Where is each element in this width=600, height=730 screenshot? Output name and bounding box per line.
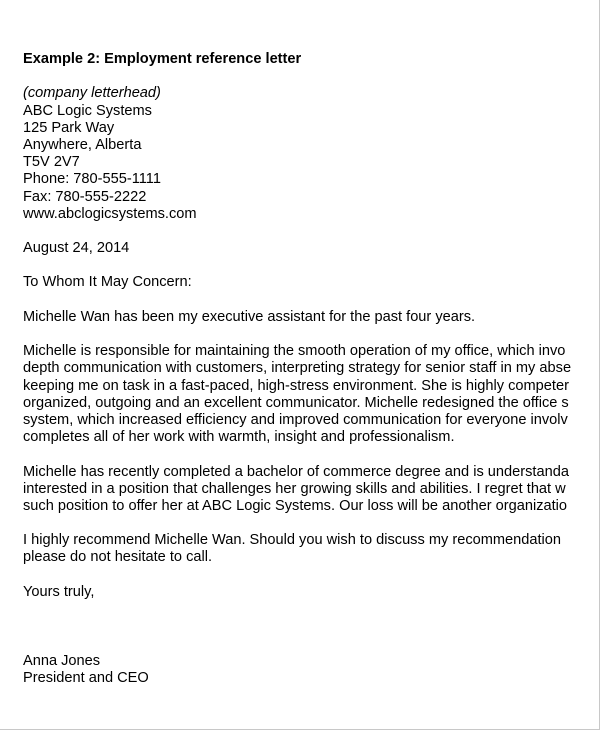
company-postal-code: T5V 2V7 bbox=[23, 154, 80, 171]
signer-title: President and CEO bbox=[23, 669, 149, 686]
paragraph-line: Michelle has recently completed a bachelor of commerce degree and is understanda bbox=[23, 463, 569, 480]
salutation: To Whom It May Concern: bbox=[23, 274, 192, 291]
letter-body bbox=[23, 51, 600, 687]
paragraph-line: Michelle is responsible for maintaining the smooth operation of my office, which invo bbox=[23, 343, 566, 360]
paragraph-line: such position to offer her at ABC Logic Systems. Our loss will be another organizatio bbox=[23, 497, 568, 514]
company-street: 125 Park Way bbox=[23, 119, 115, 136]
paragraph-4 bbox=[23, 532, 600, 566]
paragraph-line: depth communication with customers, interpreting strategy for senior staff in my abse bbox=[23, 360, 572, 377]
closing: Yours truly, bbox=[23, 583, 95, 600]
document-title: Example 2: Employment reference letter bbox=[23, 51, 302, 67]
paragraph-line: keeping me on task in a fast-paced, high-stress environment. She is highly competer bbox=[23, 377, 569, 394]
signer-name: Anna Jones bbox=[23, 652, 101, 669]
paragraph-line: please do not hesitate to call. bbox=[23, 549, 213, 566]
paragraph-line: Michelle Wan has been my executive assistant for the past four years. bbox=[23, 308, 476, 325]
paragraph-line: completes all of her work with warmth, insight and professionalism. bbox=[23, 429, 455, 446]
paragraph-1 bbox=[23, 309, 600, 326]
paragraph-2 bbox=[23, 343, 600, 446]
paragraph-line: organized, outgoing and an excellent communicator. Michelle redesigned the office s bbox=[23, 394, 569, 411]
paragraph-3 bbox=[23, 464, 600, 516]
company-website: www.abclogicsystems.com bbox=[23, 205, 197, 222]
paragraph-line: I highly recommend Michelle Wan. Should you wish to discuss my recommendation bbox=[23, 532, 562, 549]
paragraph-line: system, which increased efficiency and improved communication for everyone involv bbox=[23, 411, 568, 428]
letter-date: August 24, 2014 bbox=[23, 240, 130, 257]
company-fax: Fax: 780-555-2222 bbox=[23, 188, 147, 205]
company-phone: Phone: 780-555-1111 bbox=[23, 171, 161, 188]
letterhead-note: (company letterhead) bbox=[23, 85, 161, 102]
company-city: Anywhere, Alberta bbox=[23, 136, 142, 153]
company-name: ABC Logic Systems bbox=[23, 102, 152, 119]
paragraph-line: interested in a position that challenges her growing skills and abilities. I regret that w bbox=[23, 480, 566, 497]
